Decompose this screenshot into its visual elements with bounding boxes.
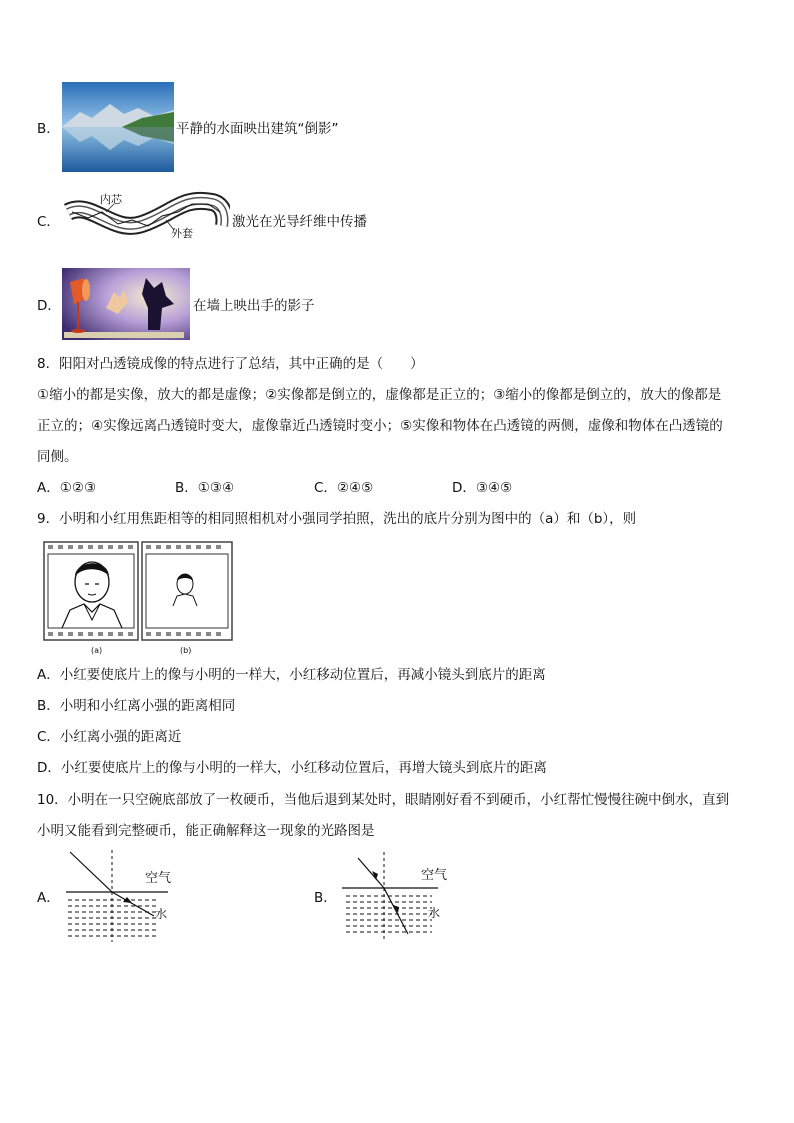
- refraction-diagram-a: [62, 848, 172, 944]
- option-c-text: 激光在光导纤维中传播: [232, 214, 367, 230]
- film-strip-b: [142, 542, 232, 640]
- film-strip-a: [44, 542, 138, 640]
- q8-body-line-1: ①缩小的都是实像，放大的都是虚像；②实像都是倒立的，虚像都是正立的；③缩小的像都是倒立的，放大的像都是: [37, 387, 722, 403]
- hand-shadow-image: [62, 268, 190, 340]
- q10-b-air-label: 空气: [421, 868, 448, 883]
- q10-stem-line-1: 10．小明在一只空碗底部放了一枚硬币，当他后退到某处时，眼睛刚好看不到硬币，小红帮忙慢慢往碗中倒水，直到: [37, 792, 730, 808]
- q8-stem: 8．阳阳对凸透镜成像的特点进行了总结，其中正确的是（ ）: [37, 356, 424, 372]
- q9-choice-b: B．小明和小红离小强的距离相同: [37, 698, 236, 714]
- q8-choice-c: C．②④⑤: [314, 480, 374, 496]
- option-b-text: 平静的水面映出建筑“倒影”: [176, 121, 339, 137]
- q10-b-water-label: 水: [428, 906, 441, 920]
- figure-label-a: (a): [91, 646, 103, 655]
- lake-reflection-image: [62, 82, 174, 172]
- option-d-label: D．: [37, 298, 61, 314]
- film-negatives-figure: [40, 540, 236, 652]
- q8-choice-b: B．①③④: [175, 480, 235, 496]
- q9-stem: 9．小明和小红用焦距相等的相同照相机对小强同学拍照，洗出的底片分别为图中的（a）和（b），则: [37, 511, 637, 527]
- q8-body-line-2: 正立的；④实像远离凸透镜时变大，虚像靠近凸透镜时变小；⑤实像和物体在凸透镜的两侧，虚像和物体在凸透镜的: [37, 418, 723, 434]
- option-c-label: C．: [37, 214, 60, 230]
- option-d-text: 在墙上映出手的影子: [193, 298, 315, 314]
- q9-choice-a: A．小红要使底片上的像与小明的一样大，小红移动位置后，再减小镜头到底片的距离: [37, 667, 546, 683]
- refraction-diagram-b: [338, 850, 448, 942]
- q8-choice-a: A．①②③: [37, 480, 97, 496]
- option-b-label: B．: [37, 121, 60, 137]
- q9-choice-d: D．小红要使底片上的像与小明的一样大，小红移动位置后，再增大镜头到底片的距离: [37, 760, 547, 776]
- figure-label-b: (b): [180, 646, 192, 655]
- q10-option-b-label: B．: [314, 890, 337, 906]
- q10-stem-line-2: 小明又能看到完整硬币，能正确解释这一现象的光路图是: [37, 823, 375, 839]
- q9-choice-c: C．小红离小强的距离近: [37, 729, 182, 745]
- q8-choice-d: D．③④⑤: [452, 480, 513, 496]
- q10-option-a-label: A．: [37, 890, 60, 906]
- q10-a-water-label: 水: [155, 907, 168, 921]
- fiber-outer-label: 外套: [171, 227, 193, 240]
- optical-fiber-diagram: [62, 190, 230, 250]
- fiber-inner-label: 内芯: [100, 193, 122, 206]
- q10-a-air-label: 空气: [145, 871, 172, 886]
- q8-body-line-3: 同侧。: [37, 449, 78, 465]
